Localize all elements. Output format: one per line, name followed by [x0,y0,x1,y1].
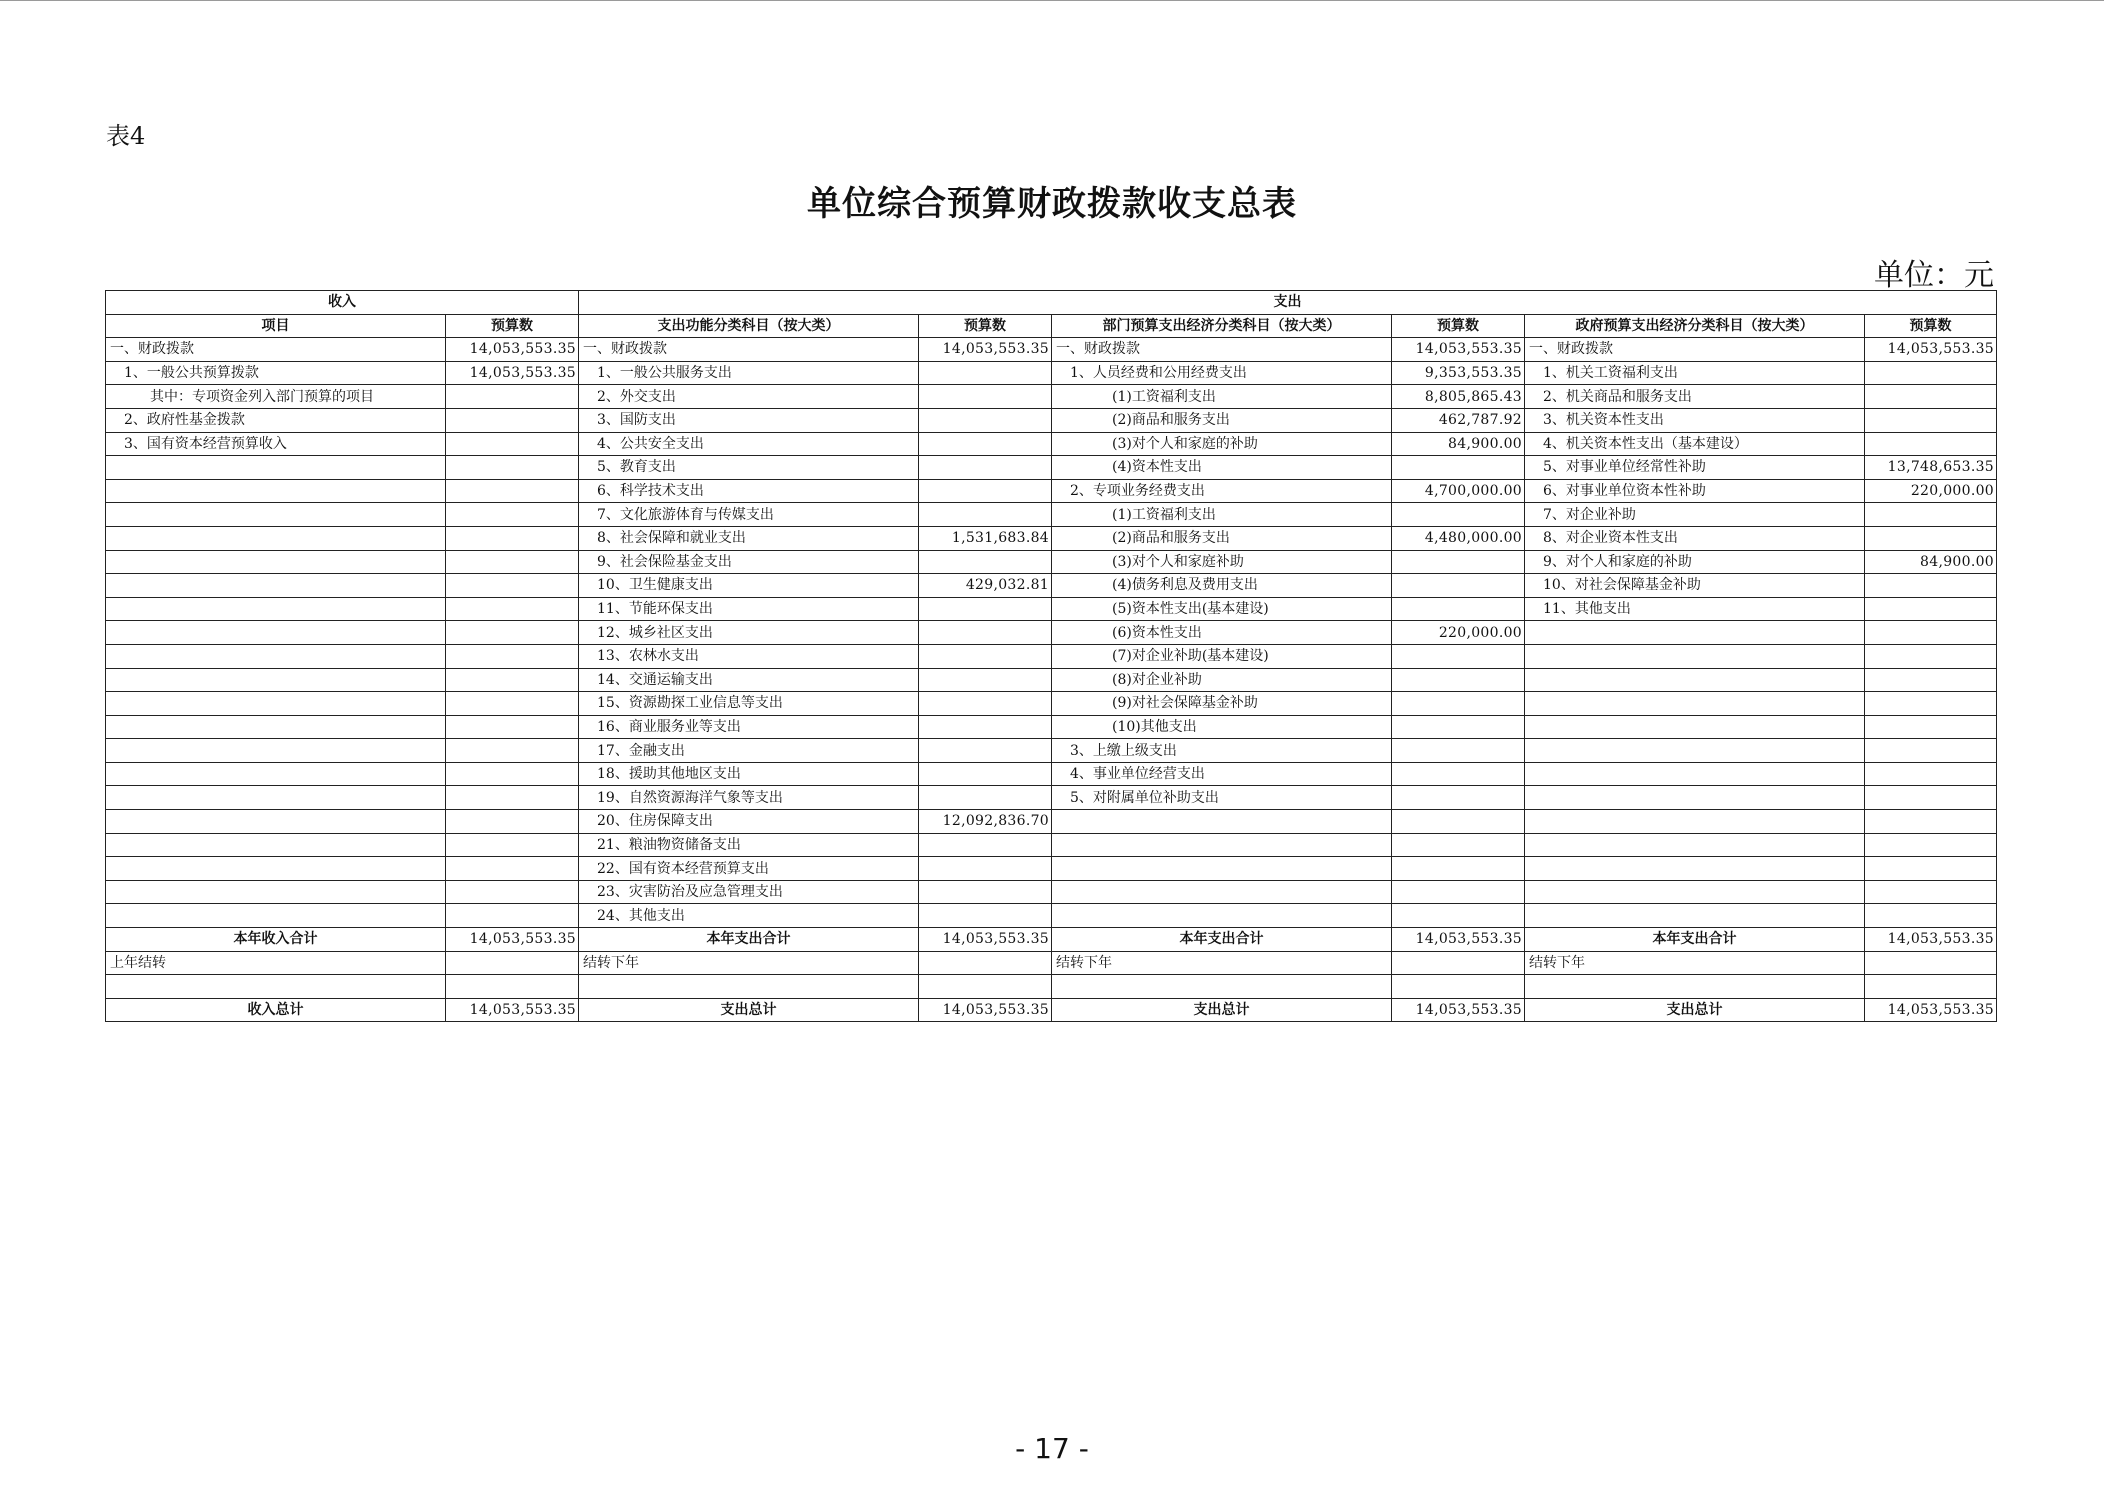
blank-row [106,975,1997,999]
income-item-cell [106,597,446,621]
function-amount-cell [919,503,1052,527]
function-item-cell: 24、其他支出 [579,904,919,928]
grand-total-label: 支出总计 [1052,998,1392,1022]
table-row [106,904,1997,928]
gov-econ-item-cell [1525,904,1865,928]
gov-econ-item-cell: 2、机关商品和服务支出 [1525,385,1865,409]
budget-table-container [105,290,1996,1022]
gov-econ-amount-cell: 13,748,653.35 [1865,456,1997,480]
function-amount-cell [919,408,1052,432]
dept-econ-amount-cell [1392,810,1525,834]
income-item-cell [106,833,446,857]
income-item-cell [106,574,446,598]
gov-econ-amount-cell [1865,361,1997,385]
dept-econ-amount-cell [1392,904,1525,928]
function-item-cell: 4、公共安全支出 [579,432,919,456]
income-amount-cell [446,692,579,716]
function-item-cell: 17、金融支出 [579,739,919,763]
gov-econ-amount-cell [1865,739,1997,763]
gov-econ-item-cell: 3、机关资本性支出 [1525,408,1865,432]
function-item-cell: 18、援助其他地区支出 [579,762,919,786]
function-amount-cell [919,479,1052,503]
grand-total-label: 收入总计 [106,998,446,1022]
function-amount-cell: 1,531,683.84 [919,526,1052,550]
dept-econ-item-cell: (6)资本性支出 [1052,621,1392,645]
gov-econ-amount-cell [1865,833,1997,857]
gov-econ-item-cell: 6、对事业单位资本性补助 [1525,479,1865,503]
gov-econ-amount-cell [1865,432,1997,456]
grand-total-value: 14,053,553.35 [919,998,1052,1022]
table-body [106,338,1997,928]
income-amount-cell [446,526,579,550]
column-header-row [106,314,1997,338]
gov-econ-item-cell [1525,857,1865,881]
function-item-cell: 19、自然资源海洋气象等支出 [579,786,919,810]
income-item-cell [106,644,446,668]
gov-econ-item-cell [1525,739,1865,763]
gov-econ-amount-cell [1865,385,1997,409]
function-item-cell: 23、灾害防治及应急管理支出 [579,880,919,904]
table-row [106,833,1997,857]
year-total-value: 14,053,553.35 [1392,928,1525,952]
function-item-cell: 13、农林水支出 [579,644,919,668]
dept-econ-amount-cell: 220,000.00 [1392,621,1525,645]
gov-econ-item-cell [1525,715,1865,739]
dept-econ-amount-cell [1392,597,1525,621]
function-amount-cell [919,432,1052,456]
function-item-cell: 16、商业服务业等支出 [579,715,919,739]
dept-econ-amount-cell [1392,574,1525,598]
income-amount-cell [446,739,579,763]
income-amount-cell [446,597,579,621]
gov-econ-item-cell: 5、对事业单位经常性补助 [1525,456,1865,480]
dept-econ-item-cell: (3)对个人和家庭补助 [1052,550,1392,574]
function-item-cell: 12、城乡社区支出 [579,621,919,645]
dept-econ-item-cell [1052,904,1392,928]
function-item-cell: 20、住房保障支出 [579,810,919,834]
gov-econ-item-cell [1525,786,1865,810]
table-row [106,408,1997,432]
dept-econ-item-cell: 5、对附属单位补助支出 [1052,786,1392,810]
carry-over-label: 上年结转 [106,951,446,975]
dept-econ-item-cell: (3)对个人和家庭的补助 [1052,432,1392,456]
dept-econ-amount-cell [1392,503,1525,527]
function-amount-cell [919,692,1052,716]
table-row [106,432,1997,456]
dept-econ-amount-cell [1392,456,1525,480]
column-header: 项目 [106,314,446,338]
table-row [106,456,1997,480]
carry-over-value [919,951,1052,975]
table-row [106,338,1997,362]
income-item-cell: 3、国有资本经营预算收入 [106,432,446,456]
table-row [106,739,1997,763]
gov-econ-item-cell: 一、财政拨款 [1525,338,1865,362]
table-row [106,880,1997,904]
blank-cell [579,975,919,999]
income-amount-cell [446,857,579,881]
dept-econ-amount-cell [1392,857,1525,881]
dept-econ-amount-cell [1392,833,1525,857]
gov-econ-amount-cell [1865,644,1997,668]
blank-cell [1865,975,1997,999]
page-top-border [0,0,2104,1]
gov-econ-item-cell: 4、机关资本性支出（基本建设） [1525,432,1865,456]
carry-over-value [1392,951,1525,975]
income-item-cell [106,621,446,645]
gov-econ-item-cell: 11、其他支出 [1525,597,1865,621]
dept-econ-item-cell: (1)工资福利支出 [1052,385,1392,409]
function-amount-cell [919,739,1052,763]
carry-over-label: 结转下年 [579,951,919,975]
gov-econ-amount-cell [1865,526,1997,550]
year-total-label: 本年支出合计 [579,928,919,952]
gov-econ-amount-cell [1865,597,1997,621]
function-amount-cell [919,762,1052,786]
income-item-cell [106,810,446,834]
function-item-cell: 8、社会保障和就业支出 [579,526,919,550]
income-amount-cell [446,479,579,503]
gov-econ-item-cell [1525,810,1865,834]
dept-econ-item-cell: (10)其他支出 [1052,715,1392,739]
blank-cell [919,975,1052,999]
gov-econ-amount-cell [1865,408,1997,432]
function-amount-cell [919,550,1052,574]
gov-econ-item-cell: 8、对企业资本性支出 [1525,526,1865,550]
column-header: 预算数 [1865,314,1997,338]
function-amount-cell [919,904,1052,928]
column-header: 部门预算支出经济分类科目（按大类） [1052,314,1392,338]
income-item-cell: 2、政府性基金拨款 [106,408,446,432]
income-amount-cell [446,456,579,480]
gov-econ-amount-cell [1865,880,1997,904]
function-item-cell: 21、粮油物资储备支出 [579,833,919,857]
table-row [106,668,1997,692]
income-amount-cell [446,503,579,527]
column-header: 预算数 [1392,314,1525,338]
column-header: 政府预算支出经济分类科目（按大类） [1525,314,1865,338]
income-item-cell [106,786,446,810]
dept-econ-item-cell: (5)资本性支出(基本建设) [1052,597,1392,621]
function-item-cell: 1、一般公共服务支出 [579,361,919,385]
grand-total-label: 支出总计 [579,998,919,1022]
income-item-cell [106,668,446,692]
income-item-cell: 一、财政拨款 [106,338,446,362]
income-item-cell [106,739,446,763]
group-header-row [106,291,1997,315]
gov-econ-amount-cell: 14,053,553.35 [1865,338,1997,362]
expense-group-header: 支出 [579,291,1997,315]
dept-econ-amount-cell: 4,480,000.00 [1392,526,1525,550]
income-amount-cell [446,408,579,432]
dept-econ-amount-cell [1392,644,1525,668]
income-amount-cell [446,385,579,409]
table-row [106,503,1997,527]
income-item-cell [106,715,446,739]
gov-econ-amount-cell: 220,000.00 [1865,479,1997,503]
blank-cell [106,975,446,999]
gov-econ-item-cell: 7、对企业补助 [1525,503,1865,527]
function-amount-cell [919,880,1052,904]
column-header: 支出功能分类科目（按大类） [579,314,919,338]
dept-econ-item-cell: (8)对企业补助 [1052,668,1392,692]
function-item-cell: 一、财政拨款 [579,338,919,362]
function-amount-cell [919,621,1052,645]
function-amount-cell [919,833,1052,857]
carry-over-row [106,951,1997,975]
dept-econ-item-cell: 1、人员经费和公用经费支出 [1052,361,1392,385]
income-item-cell [106,550,446,574]
gov-econ-item-cell: 10、对社会保障基金补助 [1525,574,1865,598]
gov-econ-amount-cell [1865,786,1997,810]
carry-over-value [446,951,579,975]
function-amount-cell: 14,053,553.35 [919,338,1052,362]
table-row [106,621,1997,645]
income-item-cell [106,904,446,928]
page-number: - 17 - [1015,1432,1089,1465]
gov-econ-amount-cell [1865,692,1997,716]
income-amount-cell [446,880,579,904]
gov-econ-amount-cell [1865,621,1997,645]
dept-econ-item-cell: 一、财政拨款 [1052,338,1392,362]
income-item-cell [106,762,446,786]
column-header: 预算数 [919,314,1052,338]
income-item-cell [106,479,446,503]
income-item-cell: 1、一般公共预算拨款 [106,361,446,385]
income-amount-cell [446,621,579,645]
gov-econ-item-cell [1525,762,1865,786]
grand-total-value: 14,053,553.35 [1392,998,1525,1022]
income-amount-cell [446,904,579,928]
table-row [106,385,1997,409]
function-amount-cell: 429,032.81 [919,574,1052,598]
gov-econ-amount-cell [1865,668,1997,692]
income-amount-cell [446,432,579,456]
carry-over-label: 结转下年 [1052,951,1392,975]
table-row [106,692,1997,716]
function-amount-cell [919,786,1052,810]
gov-econ-amount-cell [1865,857,1997,881]
dept-econ-amount-cell [1392,692,1525,716]
income-amount-cell [446,810,579,834]
function-item-cell: 2、外交支出 [579,385,919,409]
blank-cell [1392,975,1525,999]
gov-econ-item-cell [1525,668,1865,692]
function-item-cell: 7、文化旅游体育与传媒支出 [579,503,919,527]
income-amount-cell [446,668,579,692]
dept-econ-item-cell: (2)商品和服务支出 [1052,408,1392,432]
dept-econ-item-cell [1052,857,1392,881]
income-item-cell [106,880,446,904]
function-item-cell: 15、资源勘探工业信息等支出 [579,692,919,716]
table-row [106,715,1997,739]
table-row [106,857,1997,881]
income-amount-cell [446,762,579,786]
income-amount-cell [446,715,579,739]
dept-econ-item-cell [1052,810,1392,834]
income-item-cell: 其中：专项资金列入部门预算的项目 [106,385,446,409]
carry-over-label: 结转下年 [1525,951,1865,975]
income-item-cell [106,857,446,881]
gov-econ-item-cell [1525,621,1865,645]
gov-econ-item-cell: 9、对个人和家庭的补助 [1525,550,1865,574]
table-row [106,786,1997,810]
income-amount-cell [446,644,579,668]
function-item-cell: 5、教育支出 [579,456,919,480]
grand-total-row [106,998,1997,1022]
dept-econ-item-cell: (1)工资福利支出 [1052,503,1392,527]
dept-econ-item-cell: (4)债务利息及费用支出 [1052,574,1392,598]
year-total-value: 14,053,553.35 [446,928,579,952]
dept-econ-amount-cell [1392,715,1525,739]
function-amount-cell [919,668,1052,692]
year-total-label: 本年支出合计 [1525,928,1865,952]
gov-econ-amount-cell [1865,810,1997,834]
income-group-header: 收入 [106,291,579,315]
gov-econ-amount-cell [1865,762,1997,786]
gov-econ-amount-cell [1865,904,1997,928]
gov-econ-item-cell [1525,880,1865,904]
income-item-cell [106,692,446,716]
income-amount-cell [446,550,579,574]
function-amount-cell: 12,092,836.70 [919,810,1052,834]
function-amount-cell [919,456,1052,480]
blank-cell [446,975,579,999]
function-amount-cell [919,644,1052,668]
dept-econ-amount-cell [1392,739,1525,763]
gov-econ-item-cell [1525,833,1865,857]
gov-econ-amount-cell: 84,900.00 [1865,550,1997,574]
dept-econ-item-cell: 4、事业单位经营支出 [1052,762,1392,786]
dept-econ-item-cell: (9)对社会保障基金补助 [1052,692,1392,716]
year-total-label: 本年支出合计 [1052,928,1392,952]
year-total-value: 14,053,553.35 [1865,928,1997,952]
year-total-label: 本年收入合计 [106,928,446,952]
dept-econ-item-cell [1052,880,1392,904]
dept-econ-amount-cell: 84,900.00 [1392,432,1525,456]
unit-label: 单位：元 [1874,258,1994,293]
table-number: 表4 [106,122,146,150]
grand-total-value: 14,053,553.35 [446,998,579,1022]
dept-econ-item-cell: (4)资本性支出 [1052,456,1392,480]
function-amount-cell [919,385,1052,409]
dept-econ-amount-cell [1392,880,1525,904]
gov-econ-amount-cell [1865,715,1997,739]
gov-econ-item-cell: 1、机关工资福利支出 [1525,361,1865,385]
function-amount-cell [919,361,1052,385]
dept-econ-amount-cell: 462,787.92 [1392,408,1525,432]
page-title: 单位综合预算财政拨款收支总表 [807,184,1297,224]
dept-econ-amount-cell [1392,762,1525,786]
year-total-row [106,928,1997,952]
function-amount-cell [919,857,1052,881]
table-row [106,810,1997,834]
table-row [106,479,1997,503]
table-row [106,574,1997,598]
carry-over-value [1865,951,1997,975]
dept-econ-amount-cell: 4,700,000.00 [1392,479,1525,503]
income-amount-cell: 14,053,553.35 [446,361,579,385]
dept-econ-amount-cell: 8,805,865.43 [1392,385,1525,409]
gov-econ-amount-cell [1865,503,1997,527]
grand-total-label: 支出总计 [1525,998,1865,1022]
dept-econ-amount-cell [1392,550,1525,574]
income-item-cell [106,503,446,527]
table-row [106,644,1997,668]
income-amount-cell [446,786,579,810]
function-amount-cell [919,597,1052,621]
table-row [106,550,1997,574]
function-item-cell: 22、国有资本经营预算支出 [579,857,919,881]
income-item-cell [106,526,446,550]
income-item-cell [106,456,446,480]
year-total-value: 14,053,553.35 [919,928,1052,952]
table-row [106,361,1997,385]
function-item-cell: 3、国防支出 [579,408,919,432]
dept-econ-amount-cell [1392,786,1525,810]
dept-econ-amount-cell: 14,053,553.35 [1392,338,1525,362]
income-amount-cell [446,833,579,857]
function-item-cell: 14、交通运输支出 [579,668,919,692]
grand-total-value: 14,053,553.35 [1865,998,1997,1022]
table-row [106,597,1997,621]
dept-econ-item-cell: (7)对企业补助(基本建设) [1052,644,1392,668]
function-item-cell: 6、科学技术支出 [579,479,919,503]
function-item-cell: 9、社会保险基金支出 [579,550,919,574]
dept-econ-item-cell [1052,833,1392,857]
dept-econ-item-cell: (2)商品和服务支出 [1052,526,1392,550]
budget-table [105,290,1997,1022]
gov-econ-amount-cell [1865,574,1997,598]
income-amount-cell [446,574,579,598]
function-item-cell: 11、节能环保支出 [579,597,919,621]
table-row [106,762,1997,786]
dept-econ-amount-cell: 9,353,553.35 [1392,361,1525,385]
dept-econ-item-cell: 3、上缴上级支出 [1052,739,1392,763]
dept-econ-item-cell: 2、专项业务经费支出 [1052,479,1392,503]
blank-cell [1052,975,1392,999]
income-amount-cell: 14,053,553.35 [446,338,579,362]
column-header: 预算数 [446,314,579,338]
function-item-cell: 10、卫生健康支出 [579,574,919,598]
table-row [106,526,1997,550]
function-amount-cell [919,715,1052,739]
dept-econ-amount-cell [1392,668,1525,692]
gov-econ-item-cell [1525,692,1865,716]
gov-econ-item-cell [1525,644,1865,668]
blank-cell [1525,975,1865,999]
